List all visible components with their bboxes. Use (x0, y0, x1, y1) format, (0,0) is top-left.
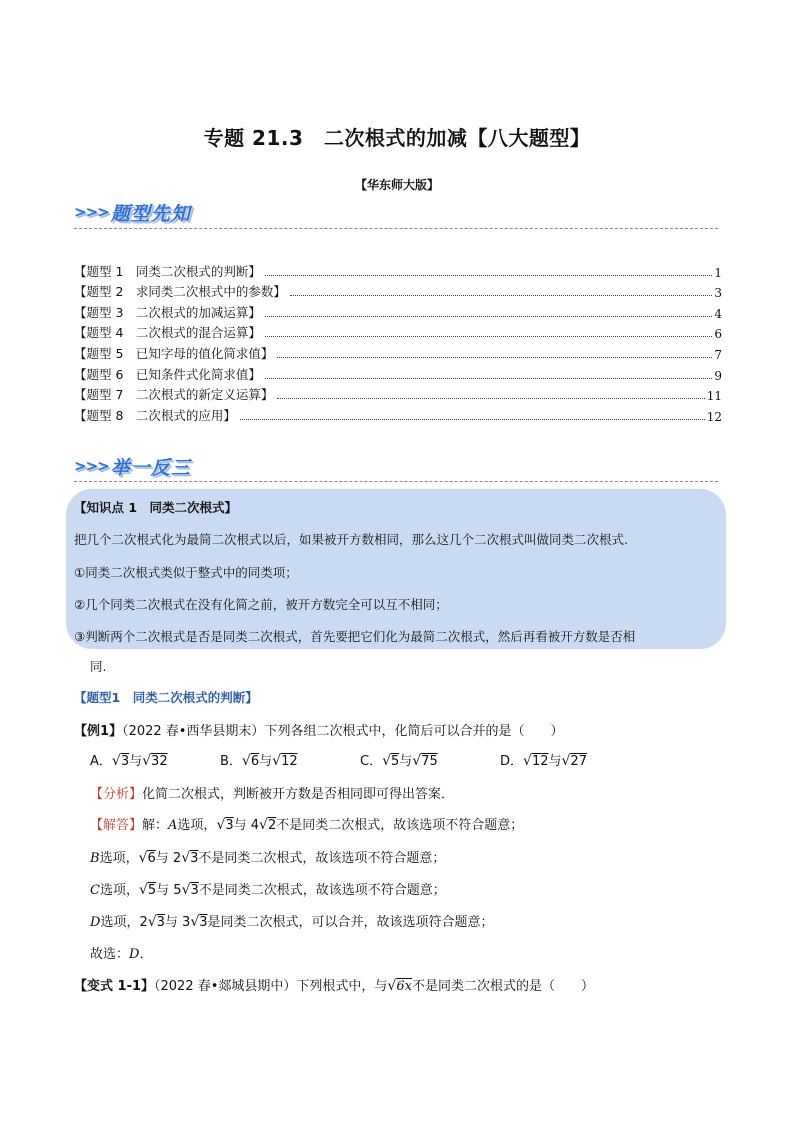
option-a[interactable]: A．√3与√32 (90, 753, 168, 769)
toc-item[interactable]: 【题型 4 二次根式的混合运算】 6 (74, 325, 722, 342)
toc-item[interactable]: 【题型 5 已知字母的值化简求值】 7 (74, 345, 722, 362)
knowledge-line: ③判断两个二次根式是否是同类二次根式，首先要把它们化为最简二次根式，然后再看被开方数是否相 (74, 629, 636, 644)
page-title: 专题 21.3 二次根式的加减【八大题型】 (203, 126, 591, 150)
toc-item[interactable]: 【题型 6 已知条件式化简求值】 9 (74, 366, 722, 383)
knowledge-line: 同. (90, 659, 107, 674)
example-options (90, 750, 650, 769)
knowledge-line: ①同类二次根式类似于整式中的同类项； (74, 565, 298, 580)
toc-item[interactable]: 【题型 7 二次根式的新定义运算】 11 (74, 387, 722, 404)
toc-item[interactable]: 【题型 8 二次根式的应用】 12 (74, 407, 722, 424)
chevron-icon: >>> (74, 203, 109, 221)
solution-b: B选项，√6与 2√3不是同类二次根式，故该选项不符合题意； (90, 850, 446, 866)
knowledge-title: 【知识点 1 同类二次根式】 (74, 500, 238, 515)
toc-item[interactable]: 【题型 1 同类二次根式的判断】 1 (74, 263, 722, 280)
example-question: 【例1】（2022 春•西华县期末）下列各组二次根式中，化简后可以合并的是（ ） (74, 724, 564, 739)
solution-d: D选项，2√3与 3√3是同类二次根式，可以合并，故该选项符合题意； (90, 914, 494, 930)
option-d[interactable]: D．√12与√27 (500, 753, 587, 769)
option-c[interactable]: C．√5与√75 (360, 753, 438, 769)
edition-label: 【华东师大版】 (354, 178, 439, 192)
solution-c: C选项，√5与 5√3不是同类二次根式，故该选项不符合题意； (90, 882, 446, 898)
option-b[interactable]: B．√6与√12 (220, 753, 298, 769)
type-heading: 【题型1 同类二次根式的判断】 (74, 690, 258, 705)
banner-toc-text: 题型先知 (110, 202, 191, 225)
analysis: 【分析】化简二次根式，判断被开方数是否相同即可得出答案． (90, 787, 455, 802)
banner-toc (74, 198, 191, 226)
solution-a: 【解答】解：A选项，√3与 4√2不是同类二次根式，故该选项不符合题意； (90, 817, 524, 833)
banner-main-text: 举一反三 (110, 456, 191, 479)
divider (74, 481, 718, 482)
toc-item[interactable]: 【题型 2 求同类二次根式中的参数】 3 (74, 284, 722, 301)
answer: 故选：D． (90, 947, 153, 962)
variant-question: 【变式 1-1】（2022 春•郯城县期中）下列根式中，与√6x不是同类二次根式的是（ ） (74, 978, 594, 994)
divider (74, 228, 718, 229)
toc-item[interactable]: 【题型 3 二次根式的加减运算】 4 (74, 304, 722, 321)
chevron-icon: >>> (74, 457, 109, 475)
knowledge-line: ②几个同类二次根式在没有化简之前，被开方数完全可以互不相同； (74, 597, 448, 612)
knowledge-line: 把几个二次根式化为最简二次根式以后，如果被开方数相同，那么这几个二次根式叫做同类二次根式. (74, 532, 628, 547)
banner-main (74, 452, 191, 480)
table-of-contents (74, 259, 722, 424)
